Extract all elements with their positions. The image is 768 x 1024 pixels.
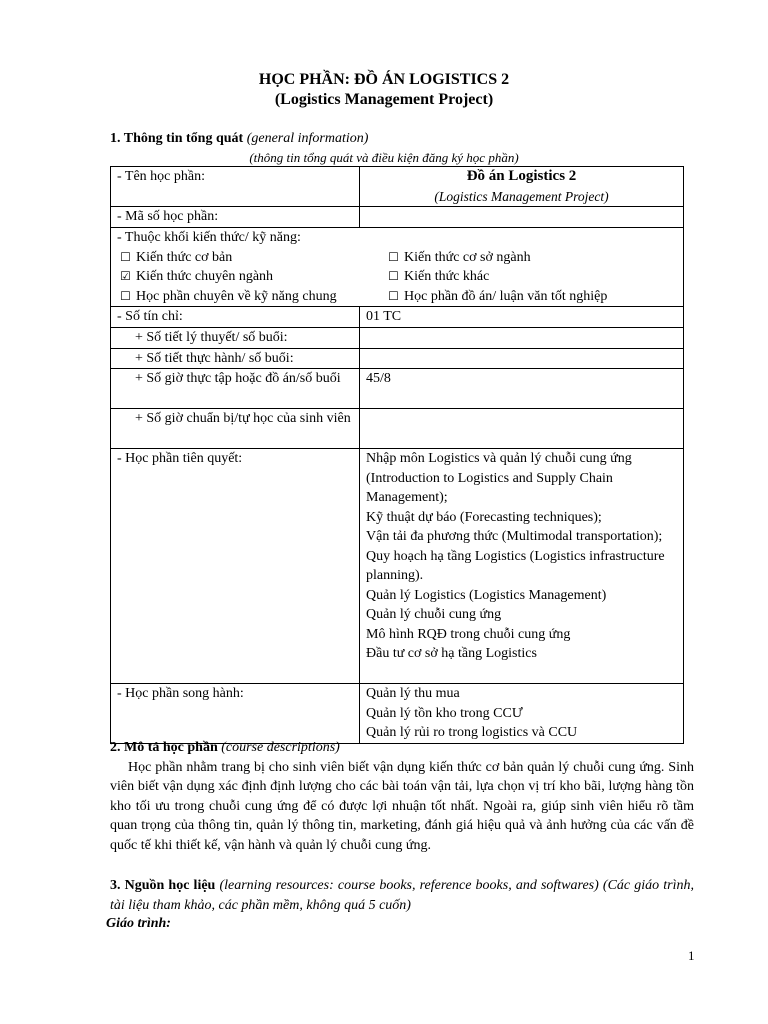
knowledge-option-label: Học phần đồ án/ luận văn tốt nghiệp xyxy=(404,288,608,304)
section-3-heading xyxy=(110,876,694,915)
course-title: HỌC PHẦN: ĐỒ ÁN LOGISTICS 2 xyxy=(258,71,510,88)
knowledge-block-cell xyxy=(111,228,684,307)
knowledge-option-label: Kiến thức chuyên ngành xyxy=(136,269,274,284)
knowledge-option-basic[interactable] xyxy=(119,248,387,268)
credits-value: 01 TC xyxy=(360,307,684,328)
checkbox-icon[interactable]: ☐ xyxy=(388,288,399,303)
section-2 xyxy=(110,738,694,855)
prerequisite-list xyxy=(360,449,684,684)
section-2-heading xyxy=(110,738,694,758)
section-1-subtitle: (thông tin tổng quát và điều kiện đăng ký học phần) xyxy=(249,150,519,165)
list-item: Quản lý rủi ro trong logistics và CCU xyxy=(366,725,578,740)
list-item: Kỹ thuật dự báo (Forecasting techniques); xyxy=(366,509,602,525)
list-item: Quy hoạch hạ tầng Logistics (Logistics infrastructure planning). xyxy=(366,548,665,583)
knowledge-option-other[interactable] xyxy=(387,267,677,287)
table-row-parallel xyxy=(111,684,684,744)
checked-checkbox-icon[interactable]: ☑ xyxy=(120,269,131,283)
list-item: Đầu tư cơ sở hạ tầng Logistics xyxy=(366,646,537,661)
table-row-course-code xyxy=(111,207,684,228)
practice-value xyxy=(360,348,684,369)
knowledge-option-general-skills[interactable] xyxy=(119,287,387,307)
list-item: Quản lý Logistics (Logistics Management) xyxy=(366,587,607,603)
internship-label: + Số giờ thực tập hoặc đồ án/số buổi xyxy=(135,371,341,386)
table-row-internship xyxy=(111,369,684,409)
knowledge-option-label: Học phần chuyên về kỹ năng chung xyxy=(136,288,337,304)
list-item: Quản lý chuỗi cung ứng xyxy=(366,607,502,622)
section-2-title: 2. Mô tả học phần xyxy=(110,740,218,755)
knowledge-option-label: Kiến thức cơ bản xyxy=(136,249,233,265)
self-study-value xyxy=(360,409,684,449)
table-row-practice xyxy=(111,348,684,369)
course-name-label: - Tên học phần: xyxy=(111,167,360,207)
parallel-list xyxy=(360,684,684,744)
course-name-value: Đồ án Logistics 2 xyxy=(466,168,577,184)
theory-value xyxy=(360,328,684,349)
checkbox-icon[interactable]: ☐ xyxy=(120,249,131,264)
list-item: Quản lý tồn kho trong CCƯ xyxy=(366,705,523,721)
course-code-label: - Mã số học phần: xyxy=(111,207,360,228)
course-title-english: (Logistics Management Project) xyxy=(274,91,494,108)
section-3-title: 3. Nguồn học liệu xyxy=(110,878,216,893)
section-3-title-english: (learning resources: course books, reference books, and softwares) (Các giáo trình, tài liệu tham khảo, các phần mềm, không quá 5 cuốn) xyxy=(110,878,694,913)
table-row-knowledge-block xyxy=(111,228,684,307)
course-name-value-english: (Logistics Management Project) xyxy=(434,188,609,204)
list-item: Mô hình RQĐ trong chuỗi cung ứng xyxy=(366,626,571,642)
credits-label: - Số tín chỉ: xyxy=(111,307,360,328)
table-row-prerequisites xyxy=(111,449,684,684)
knowledge-option-foundation[interactable] xyxy=(387,248,677,268)
list-item: Nhập môn Logistics và quản lý chuỗi cung ứng (Introduction to Logistics and Supply Chain Management); xyxy=(366,451,632,505)
section-1-title-english: (general information) xyxy=(246,131,369,146)
knowledge-options xyxy=(117,248,677,307)
list-item: Vận tải đa phương thức (Multimodal transportation); xyxy=(366,529,663,544)
parallel-label: - Học phần song hành: xyxy=(111,684,360,744)
section-1-title: 1. Thông tin tổng quát xyxy=(110,131,244,146)
table-row-credits xyxy=(111,307,684,328)
course-code-value xyxy=(360,207,684,228)
course-description: Học phần nhằm trang bị cho sinh viên biết vận dụng kiến thức cơ bản quản lý chuỗi cung ứng. Sinh viên biết vận dụng xác định định lượng cho các bài toán vận tải, lựa chọn vị trí kho bãi, lượng hàng tồn kho tối ưu trong chuỗi cung ứng để có được lợi nhuận tốt nhất. Ngoài ra, giúp sinh viên hiểu rõ tầm quan trọng của thông tin, quản lý thông tin, marketing, đánh giá hiệu quả và ảnh hưởng của các vấn đề quốc tế khi thiết kế, vận hành và quản lý chuỗi cung ứng. xyxy=(110,759,694,853)
prerequisite-label: - Học phần tiên quyết: xyxy=(111,449,360,684)
list-item: Quản lý thu mua xyxy=(366,686,460,701)
section-2-title-english: (course descriptions) xyxy=(221,740,340,755)
knowledge-option-thesis[interactable] xyxy=(387,287,677,307)
knowledge-option-label: Kiến thức khác xyxy=(404,269,490,284)
textbook-label: Giáo trình: xyxy=(106,916,171,931)
practice-label: + Số tiết thực hành/ số buổi: xyxy=(135,350,294,366)
table-row-course-name xyxy=(111,167,684,207)
self-study-label: + Số giờ chuẩn bị/tự học của sinh viên xyxy=(135,411,351,426)
course-name-cell xyxy=(360,167,684,207)
knowledge-option-specialized[interactable] xyxy=(119,267,387,287)
page-number: 1 xyxy=(688,948,695,963)
checkbox-icon[interactable]: ☐ xyxy=(120,288,131,303)
course-info-table xyxy=(110,166,684,744)
checkbox-icon[interactable]: ☐ xyxy=(388,269,399,283)
knowledge-option-label: Kiến thức cơ sở ngành xyxy=(404,249,531,265)
knowledge-block-label: - Thuộc khối kiến thức/ kỹ năng: xyxy=(117,230,301,245)
table-row-theory xyxy=(111,328,684,349)
table-row-self-study xyxy=(111,409,684,449)
section-1-heading xyxy=(110,129,368,149)
internship-value: 45/8 xyxy=(360,369,684,409)
theory-label: + Số tiết lý thuyết/ số buổi: xyxy=(135,330,288,345)
checkbox-icon[interactable]: ☐ xyxy=(388,249,399,264)
